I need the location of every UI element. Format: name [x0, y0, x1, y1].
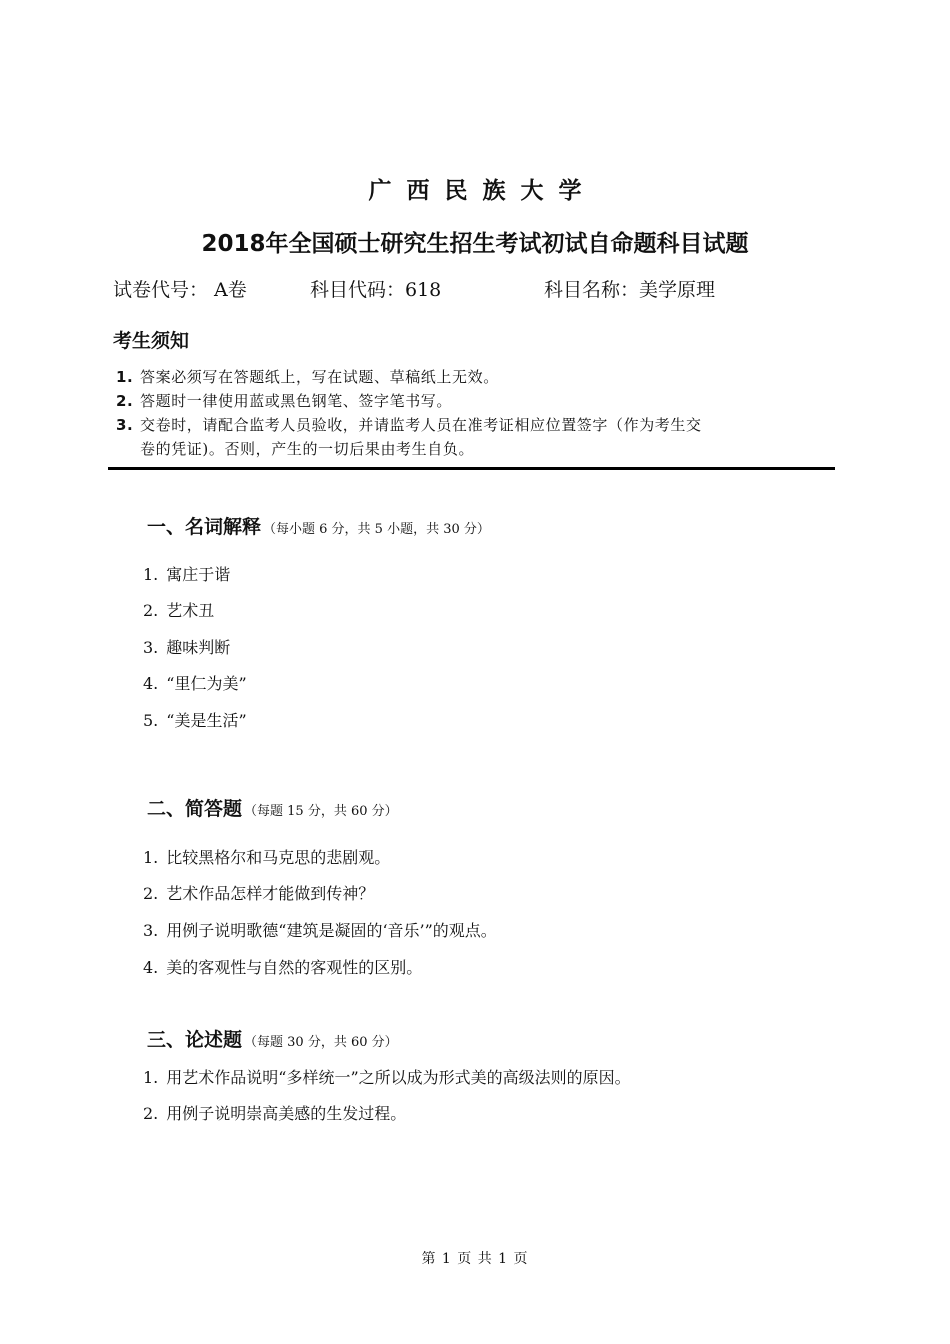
notice-item [116, 366, 499, 387]
section-title: 三、论述题 [147, 1029, 243, 1051]
question-item [143, 845, 390, 868]
question-text: 比较黑格尔和马克思的悲剧观。 [166, 848, 391, 867]
question-number: 1. [143, 1068, 159, 1087]
notice-item-number: 3. [116, 416, 134, 434]
question-number: 4. [143, 674, 159, 693]
question-number: 1. [143, 848, 159, 867]
section-title: 二、简答题 [147, 798, 243, 820]
notice-item-text: 交卷时，请配合监考人员验收，并请监考人员在准考证相应位置签字（作为考生交 [140, 416, 702, 434]
notice-item-text: 答案必须写在答题纸上，写在试题、草稿纸上无效。 [140, 368, 499, 386]
question-item [143, 708, 247, 731]
exam-title: 2018年全国硕士研究生招生考试初试自命题科目试题 [201, 231, 749, 257]
section-note: （每题 15 分，共 60 分） [244, 804, 398, 819]
section-title: 一、名词解释 [147, 516, 262, 538]
question-item [143, 562, 230, 585]
question-text: 艺术作品怎样才能做到传神？ [166, 884, 375, 903]
question-item [143, 671, 247, 694]
question-text: 趣味判断 [166, 638, 231, 657]
notice-item [116, 390, 452, 411]
notice-item-text: 答题时一律使用蓝或黑色钢笔、签字笔书写。 [140, 392, 453, 410]
question-item [143, 598, 214, 621]
question-item [143, 1065, 631, 1088]
section-heading [147, 512, 490, 539]
question-text: 用例子说明歌德“建筑是凝固的‘音乐’”的观点。 [166, 921, 497, 940]
question-text: 用艺术作品说明“多样统一”之所以成为形式美的高级法则的原因。 [166, 1068, 631, 1087]
notice-heading: 考生须知 [113, 330, 190, 352]
notice-item-number: 1. [116, 368, 134, 386]
notice-item [116, 414, 702, 435]
section-note: （每小题 6 分，共 5 小题，共 30 分） [263, 522, 490, 537]
question-item [143, 1101, 406, 1124]
university-name: 广西民族大学 [368, 178, 597, 204]
question-number: 5. [143, 711, 159, 730]
subject-code: 科目代码：618 [310, 279, 442, 301]
question-number: 2. [143, 884, 159, 903]
question-number: 2. [143, 601, 159, 620]
question-item [143, 635, 230, 658]
divider-rule [108, 467, 835, 470]
question-number: 4. [143, 958, 159, 977]
question-text: 美的客观性与自然的客观性的区别。 [166, 958, 423, 977]
section-heading [147, 1025, 398, 1052]
notice-item-number: 2. [116, 392, 134, 410]
paper-code: 试卷代号： A卷 [113, 279, 247, 301]
question-item [143, 918, 497, 941]
subject-name: 科目名称：美学原理 [544, 279, 716, 301]
question-item [143, 881, 374, 904]
page-footer: 第 1 页 共 1 页 [421, 1251, 529, 1267]
question-text: 寓庄于谐 [166, 565, 231, 584]
question-number: 3. [143, 921, 159, 940]
question-text: 用例子说明崇高美感的生发过程。 [166, 1104, 407, 1123]
section-heading [147, 794, 398, 821]
question-item [143, 955, 422, 978]
section-note: （每题 30 分，共 60 分） [244, 1035, 398, 1050]
question-number: 2. [143, 1104, 159, 1123]
question-number: 1. [143, 565, 159, 584]
question-number: 3. [143, 638, 159, 657]
notice-item-continuation: 卷的凭证)。否则，产生的一切后果由考生自负。 [140, 440, 475, 458]
question-text: “美是生活” [166, 711, 247, 730]
question-text: 艺术丑 [166, 601, 215, 620]
question-text: “里仁为美” [166, 674, 247, 693]
